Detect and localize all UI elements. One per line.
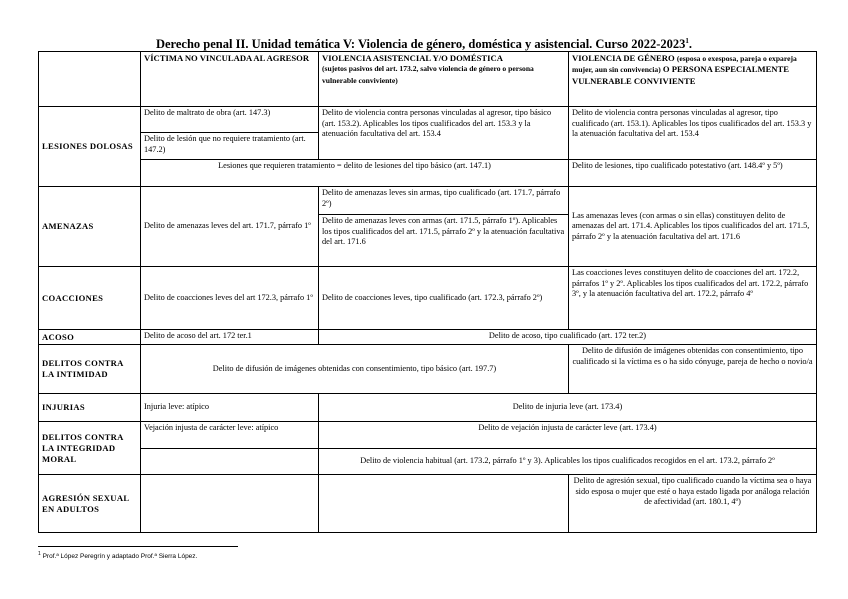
header-col-domestica [319,52,569,107]
cell-intimidad-basico: Delito de difusión de imágenes obtenidas con consentimiento, tipo básico (art. 197.7) [141,345,569,394]
row-label-intimidad: DELITOS CONTRA LA INTIMIDAD [39,345,141,394]
cell-injurias-atipico: Injuria leve: atípico [141,394,319,422]
footnote-divider [38,546,238,547]
table-row-amenazas-1 [39,187,817,215]
cell-lesiones-cualificado: Delito de lesiones, tipo cualificado potestativo (art. 148.4º y 5º) [569,160,817,187]
header-domestica-sub: (sujetos pasivos del art. 173.2, salvo violencia de género o persona vulnerable conviviente) [322,64,534,85]
document-title [0,34,848,52]
row-label-agresion: AGRESIÓN SEXUAL EN ADULTOS [39,475,141,533]
table-row-acoso [39,330,817,345]
cell-acoso-cualificado: Delito de acoso, tipo cualificado (art. 172 ter.2) [319,330,817,345]
row-label-injurias: INJURIAS [39,394,141,422]
crimes-table [38,51,817,533]
cell-lesiones-maltrato: Delito de maltrato de obra (art. 147.3) [141,107,319,133]
cell-amenazas-con-armas: Delito de amenazas leves con armas (art. 171.5, párrafo 1º). Aplicables los tipos cualificados del art. 171.5, párrafo 2º y la atenuación facultativa del art. 171.6 [319,215,569,267]
title-end: . [688,37,692,52]
header-genero-main: VIOLENCIA DE GÉNERO [572,53,675,63]
row-label-amenazas: AMENAZAS [39,187,141,267]
cell-agresion-genero: Delito de agresión sexual, tipo cualificado cuando la víctima sea o haya sido esposa o mujer que esté o haya estado ligada por análoga relación de afectividad (art. 180.1, 4º) [569,475,817,533]
cell-lesiones-sin-tratamiento: Delito de lesión que no requiere tratamiento (art. 147.2) [141,133,319,160]
cell-coacciones-genero: Las coacciones leves constituyen delito de coacciones del art. 172.2, párrafos 1º y 2º. Aplicables los tipos cualificados del art. 172.2, párrafo 3º, y la atenuación facultativa del art. 172.2, párrafo 4º [569,267,817,330]
table-row-coacciones [39,267,817,330]
table-row-integridad-2 [39,449,817,475]
row-label-lesiones: LESIONES DOLOSAS [39,107,141,187]
cell-injurias-leve: Delito de injuria leve (art. 173.4) [319,394,817,422]
cell-integridad-habitual: Delito de violencia habitual (art. 173.2, párrafo 1º y 3). Aplicables los tipos cualificados recogidos en el art. 173.2, párrafo 2º [319,449,817,475]
table-row-intimidad [39,345,817,394]
table-row-lesiones-3 [39,160,817,187]
cell-integridad-atipico: Vejación injusta de carácter leve: atípico [141,422,319,449]
footnote-mark: 1 [38,551,41,557]
table-row-injurias [39,394,817,422]
cell-integridad-vejacion: Delito de vejación injusta de carácter leve (art. 173.4) [319,422,817,449]
table-row-integridad-1 [39,422,817,449]
cell-coacciones-leves: Delito de coacciones leves del art 172.3, párrafo 1º [141,267,319,330]
row-label-integridad: DELITOS CONTRA LA INTEGRIDAD MORAL [39,422,141,475]
row-label-acoso: ACOSO [39,330,141,345]
cell-amenazas-genero: Las amenazas leves (con armas o sin ellas) constituyen delito de amenazas del art. 171.4. Aplicables los tipos cualificados del art. 171.5, párrafo 2º y la atenuación facultativa del art. 171.6 [569,187,817,267]
header-domestica-main: VIOLENCIA ASISTENCIAL Y/O DOMÉSTICA [322,53,503,63]
header-row [39,52,817,107]
cell-agresion-empty-1 [141,475,319,533]
cell-acoso-basico: Delito de acoso del art. 172 ter.1 [141,330,319,345]
cell-lesiones-genero: Delito de violencia contra personas vinculadas al agresor, tipo cualificado (art. 153.1). Aplicables los tipos cualificados del art. 153.3 y la atenuación facultativa del art. 153.4 [569,107,817,160]
cell-lesiones-tratamiento: Lesiones que requieren tratamiento = delito de lesiones del tipo básico (art. 147.1) [141,160,569,187]
title-footnote-mark: 1 [685,37,689,45]
cell-amenazas-leves: Delito de amenazas leves del art. 171.7, párrafo 1º [141,187,319,267]
header-genero-tail: O PERSONA ESPECIALMENTE VULNERABLE CONVIVIENTE [572,64,789,86]
cell-agresion-empty-2 [319,475,569,533]
cell-amenazas-sin-armas: Delito de amenazas leves sin armas, tipo cualificado (art. 171.7, párrafo 2º) [319,187,569,215]
footnote [38,550,197,561]
header-empty-cell [39,52,141,107]
cell-integridad-empty [141,449,319,475]
footnote-text: Prof.ª López Peregrín y adaptado Prof.ª Sierra López. [42,553,198,561]
header-col-no-vinculada: VÍCTIMA NO VINCULADA AL AGRESOR [141,52,319,107]
cell-intimidad-cualificado: Delito de difusión de imágenes obtenidas con consentimiento, tipo cualificado si la víctima es o ha sido cónyuge, pareja de hecho o novio/a [569,345,817,394]
title-text: Derecho penal II. Unidad temática V: Violencia de género, doméstica y asistencial. Curso 2022-2023 [155,37,686,52]
table-row-lesiones-1 [39,107,817,133]
table-row-agresion [39,475,817,533]
header-genero-sub: (esposa o exesposa, pareja o expareja mujer, aun sin convivencia) [572,54,797,75]
row-label-coacciones: COACCIONES [39,267,141,330]
cell-lesiones-domestica: Delito de violencia contra personas vinculadas al agresor, tipo básico (art. 153.2). Aplicables los tipos cualificados del art. 153.3 y la atenuación facultativa del art. 153.4 [319,107,569,160]
header-col-genero [569,52,817,107]
cell-coacciones-domestica: Delito de coacciones leves, tipo cualificado (art. 172.3, párrafo 2º) [319,267,569,330]
